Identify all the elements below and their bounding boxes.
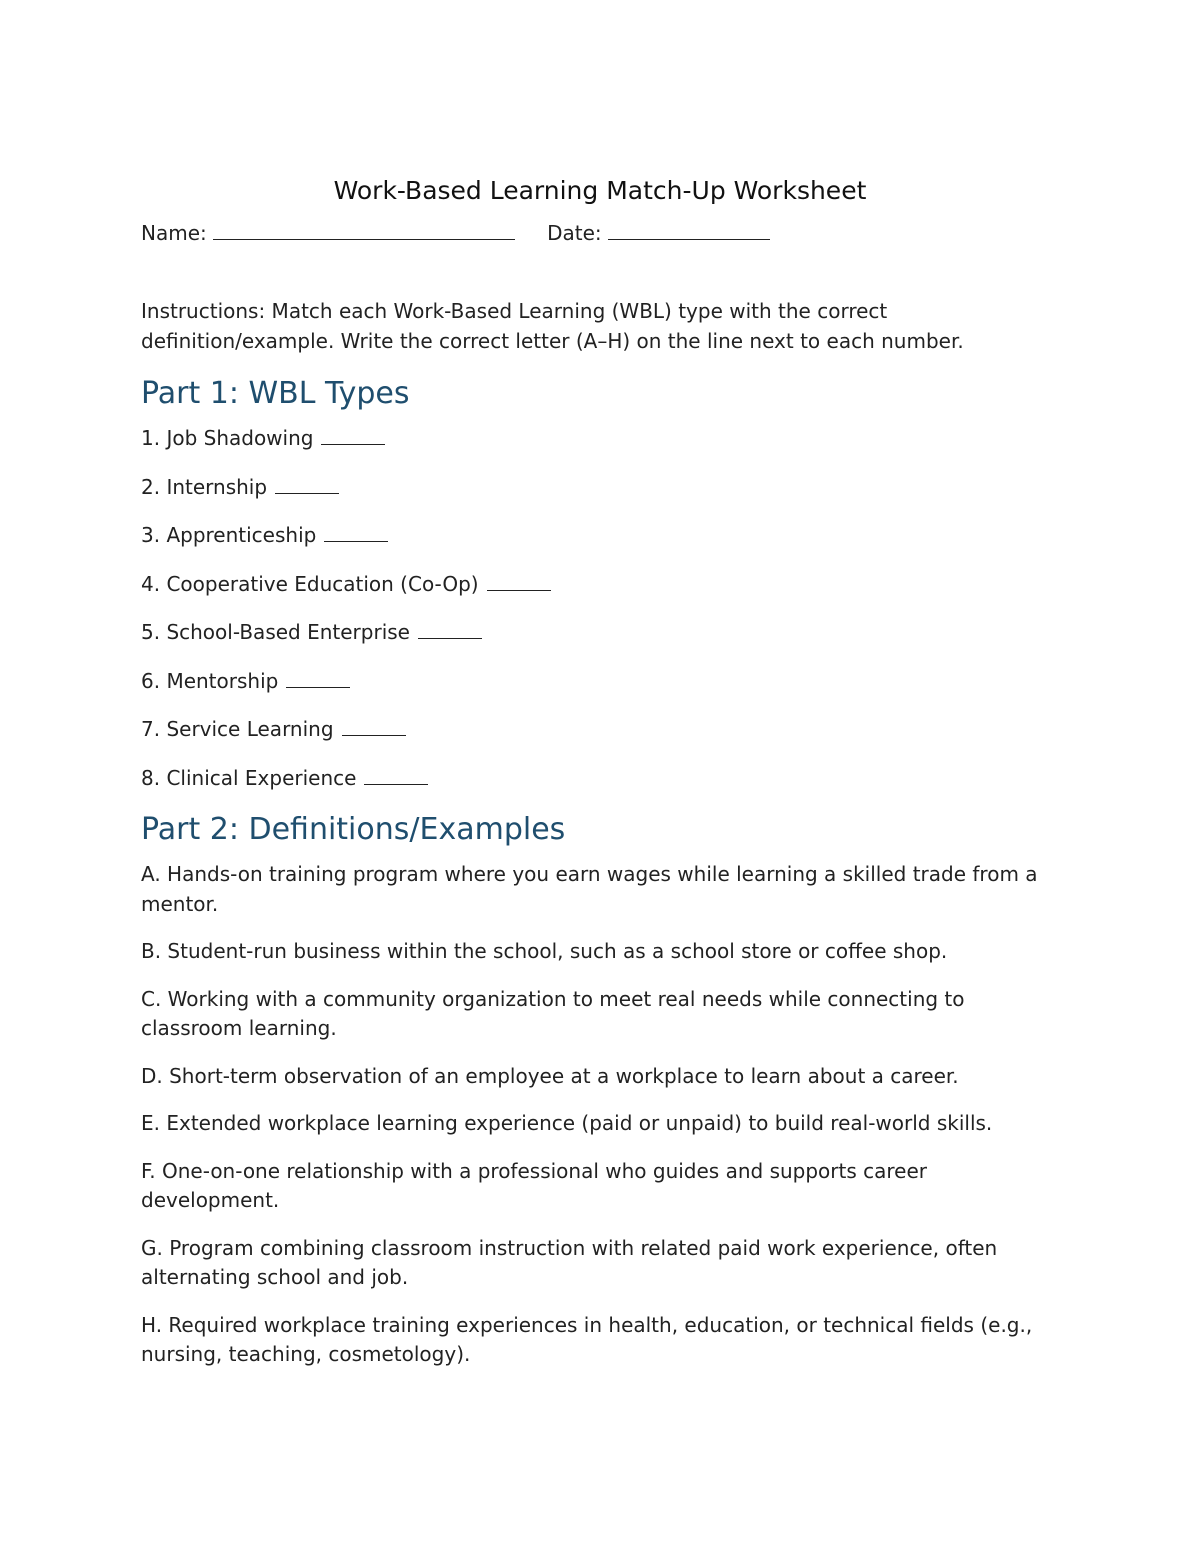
list-item <box>141 473 551 522</box>
list-item <box>141 715 551 764</box>
answer-blank[interactable] <box>342 719 406 736</box>
definition-item: G. Program combining classroom instruction with related paid work experience, often alternating school and job. <box>141 1235 998 1289</box>
definition-item: D. Short-term observation of an employee at a workplace to learn about a career. <box>141 1063 959 1088</box>
answer-blank[interactable] <box>487 574 551 591</box>
date-label: Date: <box>547 221 602 245</box>
type-label: 7. Service Learning <box>141 717 334 741</box>
definitions-list <box>141 860 1051 1388</box>
part2-heading: Part 2: Definitions/Examples <box>141 812 566 847</box>
instructions: Instructions: Match each Work-Based Learning (WBL) type with the correct definition/example. Write the correct letter (A–H) on the line next to each number. <box>141 299 964 353</box>
answer-blank[interactable] <box>364 768 428 785</box>
type-label: 5. School-Based Enterprise <box>141 620 410 644</box>
name-date-row <box>141 221 770 245</box>
definition-item: F. One-on-one relationship with a professional who guides and supports career development. <box>141 1158 927 1212</box>
type-label: 6. Mentorship <box>141 668 279 693</box>
definition-item: E. Extended workplace learning experience (paid or unpaid) to build real-world skills. <box>141 1111 993 1135</box>
definition-item: A. Hands-on training program where you earn wages while learning a skilled trade from a mentor. <box>141 862 1038 916</box>
definition-item: H. Required workplace training experiences in health, education, or technical fields (e.g., nursing, teaching, cosmetology). <box>141 1312 1033 1366</box>
type-label: 8. Clinical Experience <box>141 765 357 790</box>
answer-blank[interactable] <box>286 671 350 688</box>
definition-item: C. Working with a community organization to meet real needs while connecting to classroom learning. <box>141 986 965 1040</box>
name-label: Name: <box>141 221 207 245</box>
list-item <box>141 424 551 473</box>
answer-blank[interactable] <box>324 525 388 542</box>
date-field[interactable] <box>608 221 770 240</box>
part1-heading: Part 1: WBL Types <box>141 376 410 411</box>
type-label: 3. Apprenticeship <box>141 523 317 547</box>
wbl-types-list <box>141 424 551 812</box>
list-item <box>141 618 551 667</box>
type-label: 1. Job Shadowing <box>141 426 314 450</box>
answer-blank[interactable] <box>321 428 385 445</box>
definition-item: B. Student-run business within the school, such as a school store or coffee shop. <box>141 939 948 963</box>
list-item <box>141 667 551 716</box>
type-label: 4. Cooperative Education (Co-Op) <box>141 571 479 596</box>
list-item <box>141 570 551 619</box>
answer-blank[interactable] <box>275 477 339 494</box>
page-title: Work-Based Learning Match-Up Worksheet <box>333 176 867 205</box>
type-label: 2. Internship <box>141 474 268 499</box>
answer-blank[interactable] <box>418 622 482 639</box>
list-item <box>141 521 551 570</box>
name-field[interactable] <box>213 221 515 240</box>
list-item <box>141 764 551 813</box>
